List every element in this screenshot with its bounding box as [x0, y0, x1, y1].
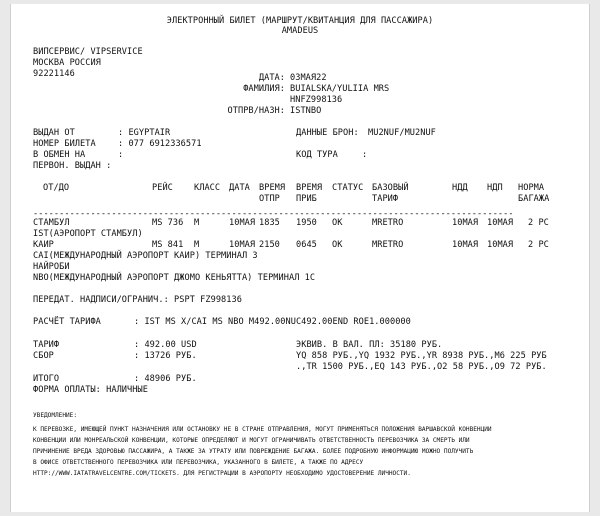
- col-arr-time: ВРЕМЯ: [296, 183, 323, 193]
- baggage-allowance: 2 PC: [528, 218, 549, 228]
- notice-title: УВЕДОМЛЕНИЕ:: [33, 412, 78, 419]
- agency-code: 92221146: [33, 69, 75, 79]
- col-flight: РЕЙС: [152, 183, 173, 193]
- route-label: ОТПРВ/НАЗН:: [227, 106, 285, 116]
- fare-basis: MRETRO: [372, 218, 404, 228]
- notice-line: В ОФИСЕ ОТВЕТСТВЕННОГО ПЕРЕВОЗЧИКА ИЛИ ПЕРЕВОЗЧИКА, УКАЗАННОГО В БИЛЕТЕ, А ТАКЖЕ ПО АДРЕСУ: [33, 459, 364, 466]
- departure-time: 1835: [259, 218, 280, 228]
- col-date: ДАТА: [229, 183, 250, 193]
- agency-city: МОСКВА РОССИЯ: [33, 58, 101, 68]
- col-status: СТАТУС: [332, 183, 364, 193]
- departure-airport: CAI(МЕЖДУНАРОДНЫЙ АЭРОПОРТ КАИР) ТЕРМИНАЛ 3: [33, 251, 258, 261]
- total-label: ИТОГО: [33, 374, 60, 384]
- fare-amount: : 492.00 USD: [134, 340, 197, 350]
- departure-time: 2150: [259, 240, 280, 250]
- route-value: ISTNBO: [290, 106, 322, 116]
- flight-status: OK: [332, 240, 343, 250]
- flight-number: MS 736: [152, 218, 184, 228]
- ticket-document: [10, 4, 590, 512]
- flight-date: 10МАЯ: [229, 240, 256, 250]
- endorsements: ПЕРЕДАТ. НАДПИСИ/ОГРАНИЧ.: PSPT FZ998136: [33, 295, 242, 305]
- col-dep-time-sub: ОТПР: [259, 194, 280, 204]
- arrival-airport: NBO(МЕЖДУНАРОДНЫЙ АЭРОПОРТ ДЖОМО КЕНЬЯТТА) ТЕРМИНАЛ 1С: [33, 273, 316, 283]
- date-label: ДАТА:: [258, 73, 285, 83]
- col-base-fare: БАЗОВЫЙ: [372, 183, 409, 193]
- col-class: КЛАСС: [194, 183, 221, 193]
- departure-airport: IST(АЭРОПОРТ СТАМБУЛ): [33, 229, 143, 239]
- notice-line: КОНВЕНЦИИ ИЛИ МОНРЕАЛЬСКОЙ КОНВЕНЦИИ, КОТОРЫЕ ОПРЕДЕЛЯЮТ И МОГУТ ОГРАНИЧИВАТЬ ОТВЕТСТВЕННОСТЬ ПЕРЕВОЗЧИКА ЗА СМЕРТЬ ИЛИ: [33, 437, 470, 444]
- tour-code-value: :: [362, 150, 368, 160]
- flight-date: 10МАЯ: [229, 218, 256, 228]
- departure-city: СТАМБУЛ: [33, 218, 70, 228]
- col-not-valid-before: НДД: [452, 183, 468, 193]
- equivalent-amount: ЭКВИВ. В ВАЛ. ПЛ: 35180 РУБ.: [296, 340, 443, 350]
- col-not-valid-after: НДП: [487, 183, 503, 193]
- col-base-fare-sub: ТАРИФ: [372, 194, 399, 204]
- flight-number: MS 841: [152, 240, 184, 250]
- arrival-time: 0645: [296, 240, 317, 250]
- notice-line: HTTP://WWW.IATATRAVELCENTRE.COM/TICKETS. ДЛЯ РЕГИСТРАЦИИ В АЭРОПОРТУ НЕОБХОДИМО УДОСТОВЕРЕНИЕ ЛИЧНОСТИ.: [33, 470, 411, 477]
- booking-reference: MU2NUF/MU2NUF: [368, 128, 436, 138]
- col-dep-time: ВРЕМЯ: [259, 183, 286, 193]
- not-valid-before: 10МАЯ: [452, 218, 479, 228]
- tour-code-label: КОД ТУРА: [296, 150, 338, 160]
- fare-calc-value: : IST MS X/CAI MS NBO M492.00NUC492.00END ROE1.000000: [134, 317, 411, 327]
- original-issue-label: ПЕРВОН. ВЫДАН :: [33, 161, 112, 171]
- reservation-system: AMADEUS: [281, 26, 319, 36]
- booking-class: M: [194, 240, 200, 250]
- passenger-document: HNFZ998136: [290, 95, 343, 105]
- arrival-city: НАЙРОБИ: [33, 262, 70, 272]
- flight-status: OK: [332, 218, 343, 228]
- issued-by-value: : EGYPTAIR: [118, 128, 171, 138]
- booking-label: ДАННЫЕ БРОН:: [296, 128, 359, 138]
- baggage-allowance: 2 PC: [528, 240, 549, 250]
- col-baggage: НОРМА: [518, 183, 545, 193]
- booking-class: M: [194, 218, 200, 228]
- notice-line: К ПЕРЕВОЗКЕ, ИМЕЮЩЕЙ ПУНКТ НАЗНАЧЕНИЯ ИЛИ ОСТАНОВКУ НЕ В СТРАНЕ ОТПРАВЛЕНИЯ, МОГУТ ПРИМЕНЯТЬСЯ ПОЛОЖЕНИЯ ВАРШАВСКОЙ КОНВЕНЦИИ: [33, 426, 492, 433]
- not-valid-before: 10МАЯ: [452, 240, 479, 250]
- issue-date: 03МАЯ22: [290, 73, 327, 83]
- fare-label: ТАРИФ: [33, 340, 60, 350]
- table-divider: --------------------------------------------------------------------------------------------: [33, 209, 514, 219]
- not-valid-after: 10МАЯ: [487, 240, 514, 250]
- exchange-value: :: [118, 150, 124, 160]
- payment-form: ФОРМА ОПЛАТЫ: НАЛИЧНЫЕ: [33, 385, 148, 395]
- ticket-number-label: НОМЕР БИЛЕТА: [33, 139, 96, 149]
- total-amount: : 48906 РУБ.: [134, 374, 197, 384]
- tax-amount: : 13726 РУБ.: [134, 351, 197, 361]
- arrival-time: 1950: [296, 218, 317, 228]
- issued-by-label: ВЫДАН ОТ: [33, 128, 75, 138]
- document-title: ЭЛЕКТРОННЫЙ БИЛЕТ (МАРШРУТ/КВИТАНЦИЯ ДЛЯ ПАССАЖИРА): [166, 16, 434, 26]
- fare-calc-label: РАСЧЁТ ТАРИФА: [33, 317, 101, 327]
- fare-basis: MRETRO: [372, 240, 404, 250]
- exchange-label: В ОБМЕН НА: [33, 150, 86, 160]
- col-from-to: ОТ/ДО: [43, 183, 70, 193]
- col-arr-time-sub: ПРИБ: [296, 194, 317, 204]
- tax-label: СБОР: [33, 351, 54, 361]
- tax-breakdown-line-1: YQ 858 РУБ.,YQ 1932 РУБ.,YR 8938 РУБ.,M6 225 РУБ: [296, 351, 547, 361]
- col-baggage-sub: БАГАЖА: [518, 194, 550, 204]
- tax-breakdown-line-2: .,TR 1500 РУБ.,EQ 143 РУБ.,O2 58 РУБ.,O9 72 РУБ.: [296, 362, 547, 372]
- passenger-name: BUIALSKA/YULIIA MRS: [290, 84, 390, 94]
- notice-line: ПРИЧИНЕНИЕ ВРЕДА ЗДОРОВЬЮ ПАССАЖИРА, А ТАКЖЕ ЗА УТРАТУ ИЛИ ПОВРЕЖДЕНИЕ БАГАЖА. БОЛЕЕ ПОДРОБНУЮ ИНФОРМАЦИЮ МОЖНО ПОЛУЧИТЬ: [33, 448, 474, 455]
- surname-label: ФАМИЛИЯ:: [243, 84, 285, 94]
- agency-name: ВИПСЕРВИС/ VIPSERVICE: [33, 47, 143, 57]
- ticket-number: : 077 6912336571: [118, 139, 202, 149]
- not-valid-after: 10МАЯ: [487, 218, 514, 228]
- departure-city: КАИР: [33, 240, 54, 250]
